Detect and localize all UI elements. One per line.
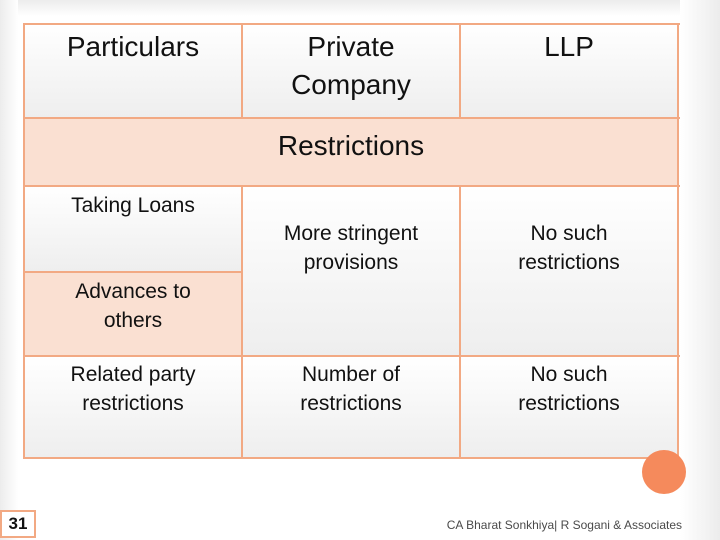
table-line [24,185,680,187]
slide-edge-right [680,0,720,540]
table-line [24,117,680,119]
row-related-party-private-company: Number of restrictions [242,356,460,458]
table-border-top [24,23,680,25]
table-border-bottom [24,457,680,459]
table-line [241,185,243,458]
slide-number: 31 [0,510,36,538]
decorative-dot [642,450,686,494]
table-border-right [677,23,679,459]
table-line [24,355,680,357]
slide-edge-left [0,0,18,540]
table-border-left [23,23,25,459]
row-related-party-llp: No such restrictions [460,356,678,458]
footer-text: CA Bharat Sonkhiya| R Sogani & Associates [446,518,682,532]
section-restrictions: Restrictions [24,118,678,186]
row-taking-loans: Taking Loans [24,186,242,272]
header-private-company: Private Company [242,24,460,118]
slide-edge-top [0,0,720,16]
header-particulars: Particulars [24,24,242,118]
header-llp: LLP [460,24,678,118]
table-line [459,23,461,118]
table-line [459,185,461,458]
row-advances-to-others: Advances to others [24,272,242,356]
table-line [241,23,243,118]
merged-private-company: More stringent provisions [242,186,460,356]
row-related-party: Related party restrictions [24,356,242,458]
merged-llp: No such restrictions [460,186,678,356]
table-line [24,271,242,273]
